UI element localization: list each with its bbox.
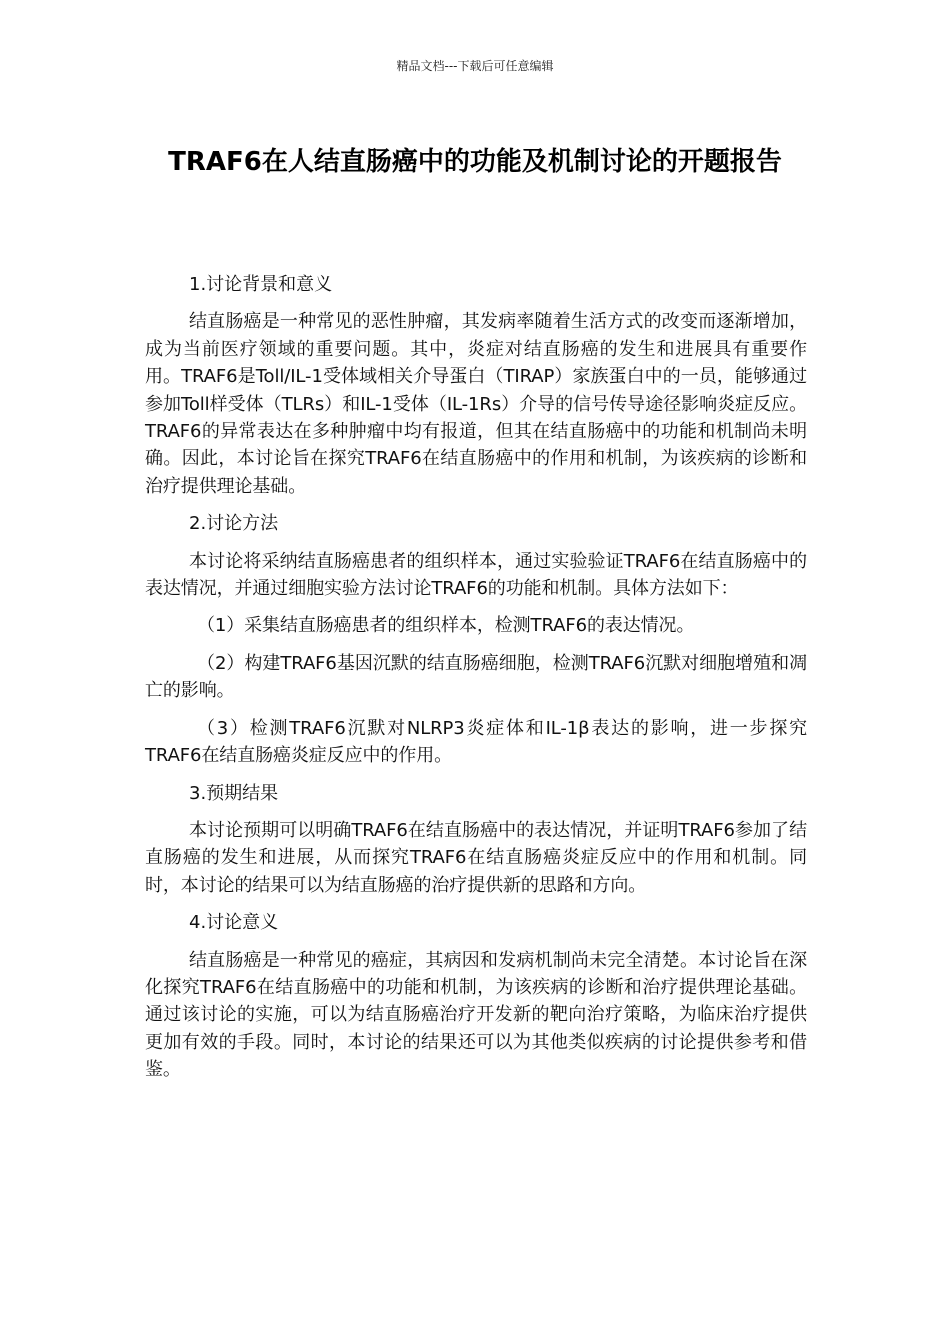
document-body — [145, 271, 807, 1094]
section-heading: 2.讨论方法 — [189, 513, 279, 535]
page-header: 精品文档---下载后可任意编辑 — [396, 59, 554, 73]
method-item: （2）构建TRAF6基因沉默的结直肠癌细胞，检测TRAF6沉默对细胞增殖和凋亡的影响。 — [145, 652, 807, 702]
method-item: （3）检测TRAF6沉默对NLRP3炎症体和IL-1β表达的影响，进一步探究TRAF6在结直肠癌炎症反应中的作用。 — [145, 717, 807, 767]
body-paragraph: 结直肠癌是一种常见的恶性肿瘤，其发病率随着生活方式的改变而逐渐增加，成为当前医疗领域的重要问题。其中，炎症对结直肠癌的发生和进展具有重要作用。TRAF6是Toll/IL-1受体域相关介导蛋白（TIRAP）家族蛋白中的一员，能够通过参加Toll样受体（TLRs）和IL-1受体（IL-1Rs）介导的信号传导途径影响炎症反应。TRAF6的异常表达在多种肿瘤中均有报道，但其在结直肠癌中的功能和机制尚未明确。因此，本讨论旨在探究TRAF6在结直肠癌中的作用和机制，为该疾病的诊断和治疗提供理论基础。 — [145, 311, 807, 497]
body-paragraph: 结直肠癌是一种常见的癌症，其病因和发病机制尚未完全清楚。本讨论旨在深化探究TRAF6在结直肠癌中的功能和机制，为该疾病的诊断和治疗提供理论基础。通过该讨论的实施，可以为结直肠癌治疗开发新的靶向治疗策略，为临床治疗提供更加有效的手段。同时，本讨论的结果还可以为其他类似疾病的讨论提供参考和借鉴。 — [145, 949, 807, 1081]
section-heading: 1.讨论背景和意义 — [189, 274, 333, 295]
body-paragraph: 本讨论将采纳结直肠癌患者的组织样本，通过实验验证TRAF6在结直肠癌中的表达情况，并通过细胞实验方法讨论TRAF6的功能和机制。具体方法如下： — [145, 550, 807, 600]
section-methods — [145, 510, 807, 769]
section-heading: 4.讨论意义 — [189, 912, 279, 934]
document-title: TRAF6在人结直肠癌中的功能及机制讨论的开题报告 — [168, 147, 782, 177]
body-paragraph: 本讨论预期可以明确TRAF6在结直肠癌中的表达情况，并证明TRAF6参加了结直肠癌的发生和进展，从而探究TRAF6在结直肠癌炎症反应中的作用和机制。同时，本讨论的结果可以为结直肠癌的治疗提供新的思路和方向。 — [145, 819, 807, 896]
method-item: （1）采集结直肠癌患者的组织样本，检测TRAF6的表达情况。 — [197, 615, 695, 637]
section-heading: 3.预期结果 — [189, 782, 279, 804]
section-background — [145, 271, 807, 500]
section-significance — [145, 909, 807, 1083]
section-expected-results — [145, 780, 807, 900]
